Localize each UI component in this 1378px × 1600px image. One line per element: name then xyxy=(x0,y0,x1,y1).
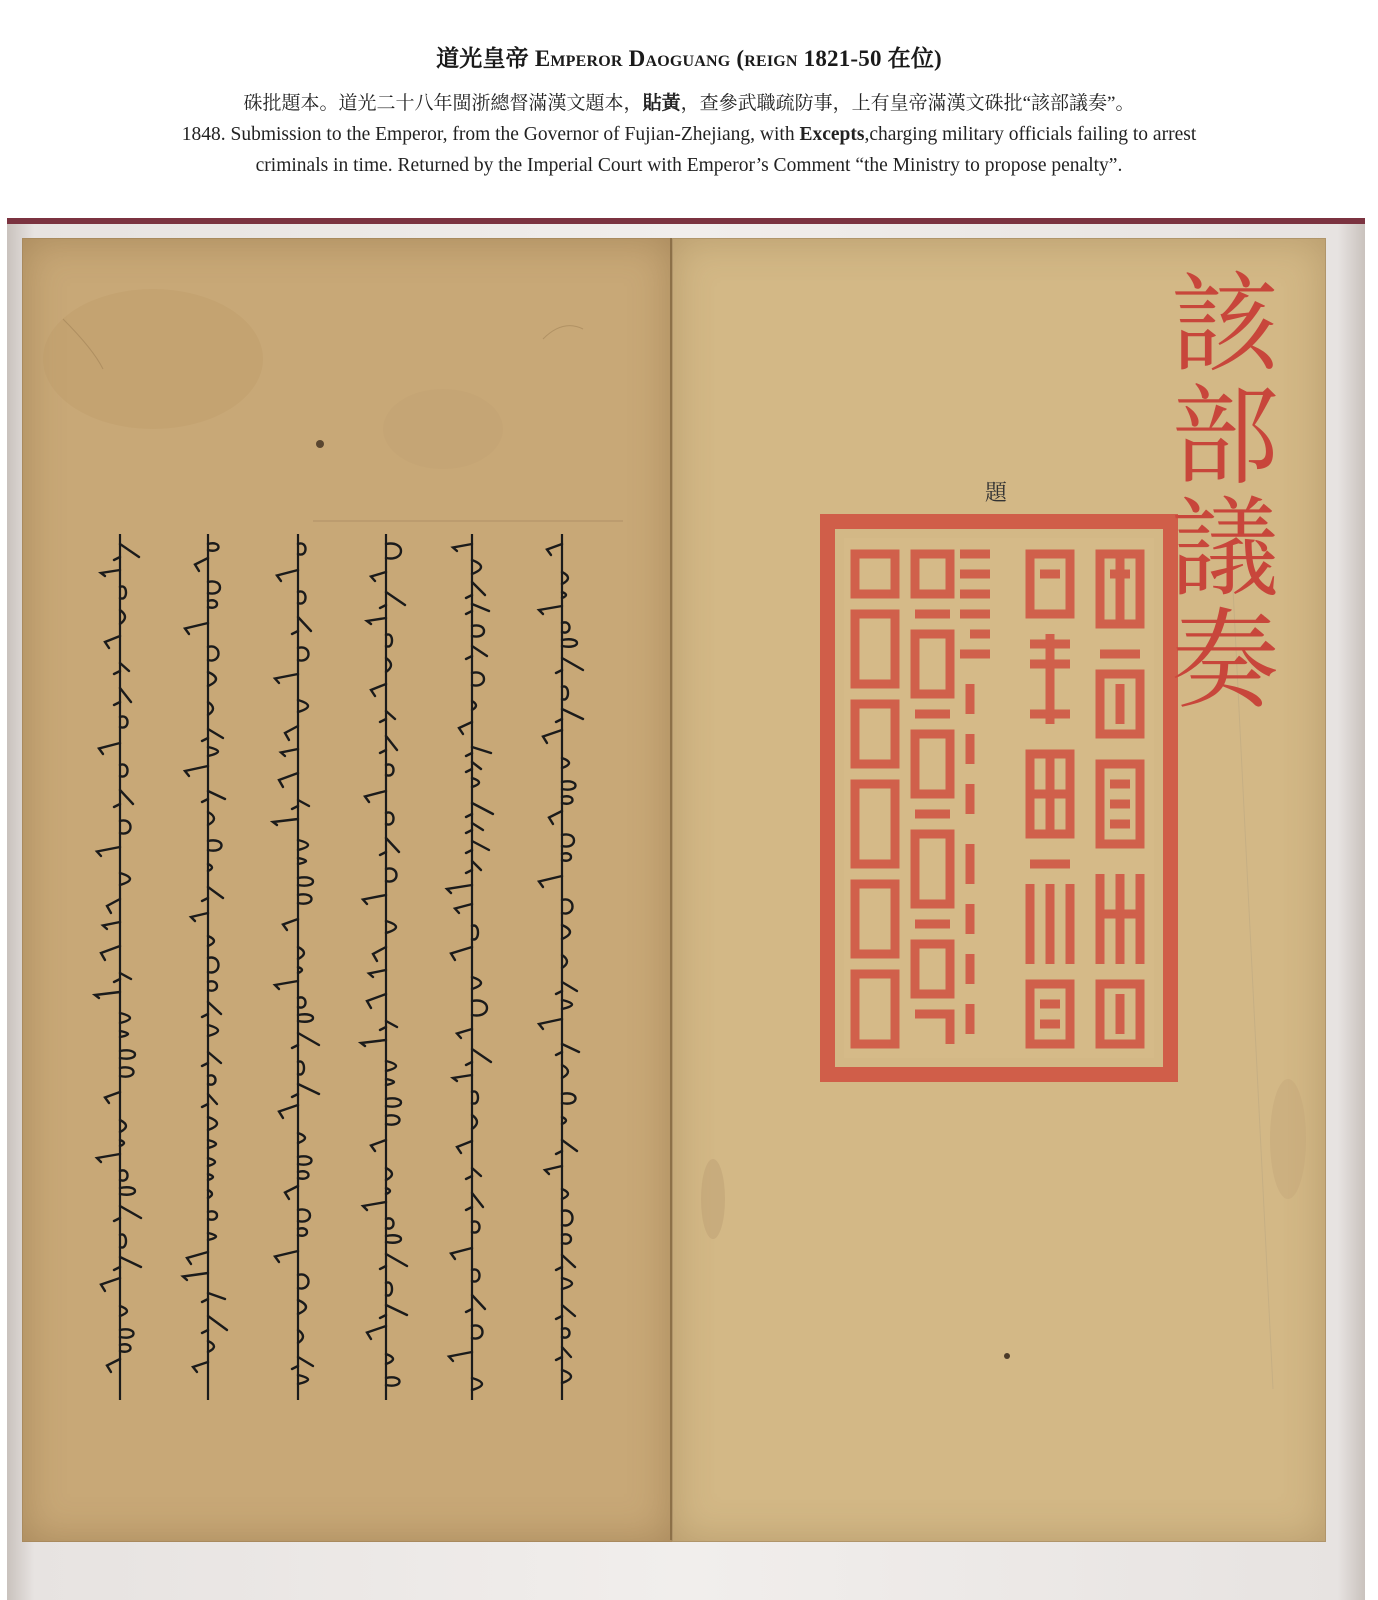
description-english-part1: 1848. Submission to the Emperor, from the Governor of Fujian-Zhejiang, with xyxy=(181,124,800,145)
description-chinese-part1: 硃批題本。道光二十八年閩浙總督滿漢文題本， xyxy=(243,93,643,114)
comment-char-4: 奏 xyxy=(1170,599,1279,724)
manchu-script-column xyxy=(263,530,323,1410)
title-reign: (reign 1821-50 xyxy=(736,46,882,71)
page-fold xyxy=(670,238,672,1540)
official-seal xyxy=(820,514,1178,1082)
manchu-script-column xyxy=(437,530,497,1410)
imperial-vermilion-comment xyxy=(1160,263,1290,724)
description-english-line2: criminals in time. Returned by the Imperial Court with Emperor’s Comment “the Ministry to propose penalty”. xyxy=(255,155,1123,176)
manchu-script-column xyxy=(173,530,233,1410)
page-title xyxy=(0,40,1378,73)
description-chinese-bold: 貼黃 xyxy=(642,93,681,114)
comment-char-2: 部 xyxy=(1170,375,1279,500)
title-reign-chinese: 在位) xyxy=(887,46,942,71)
description-english-bold: Excepts xyxy=(799,124,865,145)
page-header xyxy=(0,0,1378,210)
title-chinese: 道光皇帝 xyxy=(436,46,529,71)
description-chinese xyxy=(0,88,1378,115)
manchu-script-column xyxy=(527,530,587,1410)
title-english: Emperor Daoguang xyxy=(534,46,731,71)
description-english-part2: ,charging military officials failing to arrest xyxy=(864,124,1197,145)
description-english-line1 xyxy=(0,124,1378,146)
document-type-character: 題 xyxy=(985,481,1008,506)
description-chinese-part2: ，查參武職疏防事，上有皇帝滿漢文硃批“該部議奏”。 xyxy=(680,93,1135,114)
manchu-script-column xyxy=(351,530,411,1410)
manchu-script-column xyxy=(85,530,145,1410)
comment-char-3: 議 xyxy=(1170,487,1279,612)
comment-char-1: 該 xyxy=(1170,263,1279,388)
